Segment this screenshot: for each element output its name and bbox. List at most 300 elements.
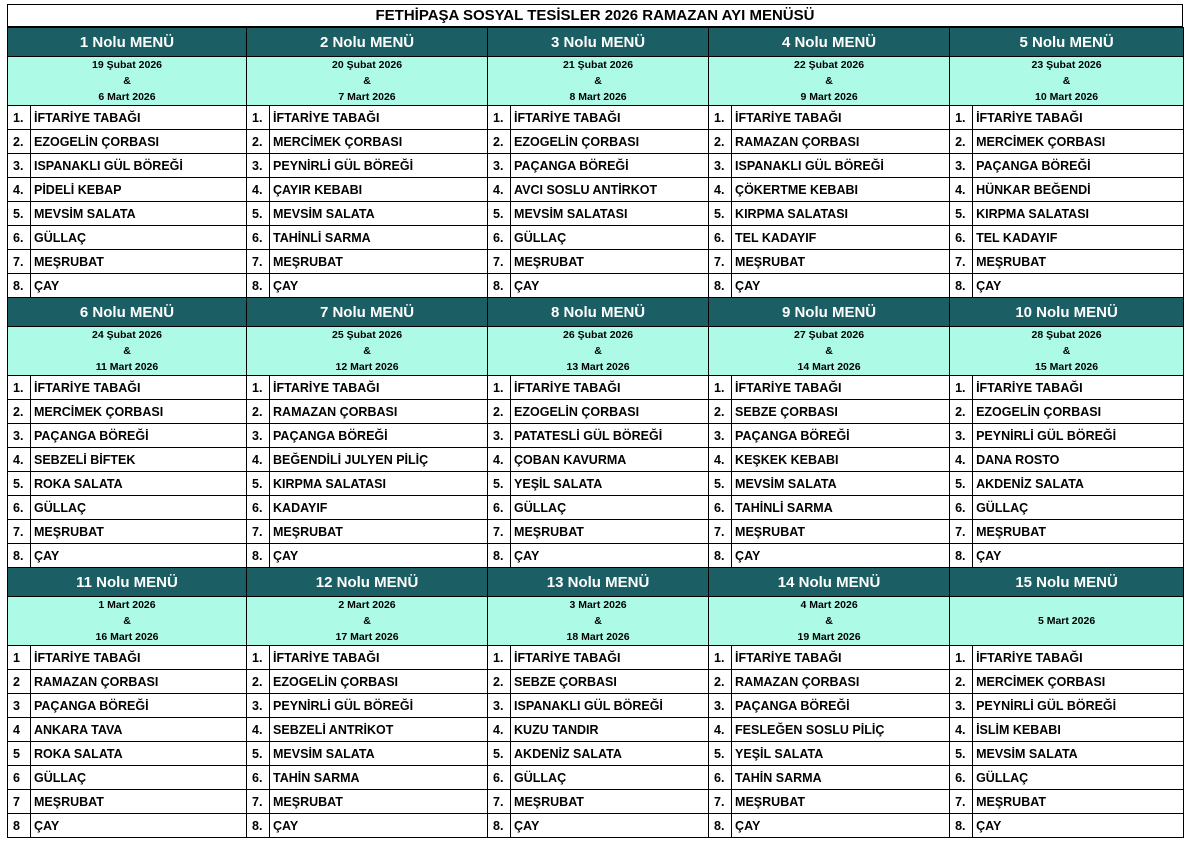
menu-item-number: 3. xyxy=(247,694,270,718)
menu-item-dish: ÇAY xyxy=(973,814,1184,838)
menu-item-dish: MEVSİM SALATA xyxy=(270,742,488,766)
menu-date-line: 11 Mart 2026 xyxy=(95,361,159,373)
menu-dates xyxy=(709,327,950,376)
menu-header-row xyxy=(8,298,1184,327)
menu-dates xyxy=(247,327,488,376)
menu-item-dish: RAMAZAN ÇORBASI xyxy=(732,130,950,154)
menu-item-number: 4. xyxy=(488,718,511,742)
menu-item-dish: MEŞRUBAT xyxy=(973,520,1184,544)
menu-item-number: 3. xyxy=(247,154,270,178)
menu-title: 4 Nolu MENÜ xyxy=(709,28,950,57)
menu-item-number: 2. xyxy=(488,130,511,154)
menu-item-dish: İFTARİYE TABAĞI xyxy=(31,646,247,670)
menu-item-row xyxy=(8,250,1184,274)
menu-item-row xyxy=(8,274,1184,298)
menu-item-number: 3. xyxy=(950,154,973,178)
menu-date-line: 22 Şubat 2026 xyxy=(794,59,865,71)
menu-item-number: 6 xyxy=(8,766,31,790)
menu-item-dish: İFTARİYE TABAĞI xyxy=(973,376,1184,400)
menu-item-dish: İFTARİYE TABAĞI xyxy=(973,106,1184,130)
menu-date-line: 15 Mart 2026 xyxy=(1035,361,1099,373)
menu-item-row xyxy=(8,766,1184,790)
menu-item-number: 5. xyxy=(247,742,270,766)
menu-item-number: 5. xyxy=(488,472,511,496)
menu-title: 2 Nolu MENÜ xyxy=(247,28,488,57)
menu-title: 11 Nolu MENÜ xyxy=(8,568,247,597)
menu-item-row xyxy=(8,226,1184,250)
menu-date-line: & xyxy=(123,345,131,357)
menu-date-line: 4 Mart 2026 xyxy=(800,599,858,611)
menu-item-dish: YEŞİL SALATA xyxy=(732,742,950,766)
menu-item-dish: PATATESLİ GÜL BÖREĞİ xyxy=(511,424,709,448)
menu-dates xyxy=(950,597,1184,646)
menu-item-dish: ÇAY xyxy=(973,274,1184,298)
menu-item-number: 1. xyxy=(247,106,270,130)
menu-item-dish: PAÇANGA BÖREĞİ xyxy=(973,154,1184,178)
menu-item-number: 7. xyxy=(488,520,511,544)
menu-item-dish: PAÇANGA BÖREĞİ xyxy=(270,424,488,448)
menu-item-dish: PEYNİRLİ GÜL BÖREĞİ xyxy=(270,154,488,178)
menu-item-dish: GÜLLAÇ xyxy=(973,496,1184,520)
menu-item-number: 3. xyxy=(488,424,511,448)
menu-date-line: 5 Mart 2026 xyxy=(1037,615,1096,627)
menu-date-line: 17 Mart 2026 xyxy=(335,631,399,643)
menu-item-number: 8. xyxy=(950,274,973,298)
menu-item-number: 7. xyxy=(8,250,31,274)
menu-item-number: 4. xyxy=(8,178,31,202)
menu-item-dish: MEŞRUBAT xyxy=(270,790,488,814)
menu-item-dish: EZOGELİN ÇORBASI xyxy=(31,130,247,154)
menu-item-number: 6. xyxy=(8,226,31,250)
menu-item-dish: MEVSİM SALATA xyxy=(270,202,488,226)
menu-item-number: 6. xyxy=(950,766,973,790)
menu-date-line: 23 Şubat 2026 xyxy=(1031,59,1102,71)
menu-item-number: 1 xyxy=(8,646,31,670)
menu-item-number: 2. xyxy=(488,400,511,424)
menu-item-number: 6. xyxy=(950,496,973,520)
menu-item-number: 2. xyxy=(8,130,31,154)
menu-item-row xyxy=(8,106,1184,130)
menu-date-line: & xyxy=(1062,345,1071,357)
menu-dates xyxy=(950,327,1184,376)
menu-item-number: 7. xyxy=(8,520,31,544)
menu-item-dish: EZOGELİN ÇORBASI xyxy=(511,130,709,154)
menu-item-number: 4. xyxy=(8,448,31,472)
menu-item-number: 8. xyxy=(247,274,270,298)
menu-item-dish: TAHİN SARMA xyxy=(270,766,488,790)
menu-item-dish: İFTARİYE TABAĞI xyxy=(732,376,950,400)
menu-title: 10 Nolu MENÜ xyxy=(950,298,1184,327)
menu-item-number: 3. xyxy=(488,694,511,718)
menu-item-number: 1. xyxy=(709,376,732,400)
menu-item-number: 2. xyxy=(247,400,270,424)
menu-date-line: & xyxy=(594,615,602,627)
menu-title: 12 Nolu MENÜ xyxy=(247,568,488,597)
menu-item-number: 1. xyxy=(709,646,732,670)
menu-item-number: 4. xyxy=(488,448,511,472)
menu-date-line: 13 Mart 2026 xyxy=(566,361,630,373)
menu-item-dish: ROKA SALATA xyxy=(31,472,247,496)
menu-date-line: 6 Mart 2026 xyxy=(98,91,156,103)
menu-item-number: 1. xyxy=(247,646,270,670)
menu-date-line: 14 Mart 2026 xyxy=(797,361,861,373)
menu-date-line: 7 Mart 2026 xyxy=(338,91,396,103)
menu-item-dish: ÇAY xyxy=(31,814,247,838)
menu-item-number: 2. xyxy=(8,400,31,424)
menu-date-line: 1 Mart 2026 xyxy=(98,599,156,611)
menu-item-number: 5. xyxy=(247,202,270,226)
menu-item-dish: EZOGELİN ÇORBASI xyxy=(511,400,709,424)
menu-item-number: 1. xyxy=(247,376,270,400)
menu-date-line: 24 Şubat 2026 xyxy=(91,329,163,341)
menu-dates xyxy=(8,327,247,376)
menu-item-dish: EZOGELİN ÇORBASI xyxy=(270,670,488,694)
menu-item-number: 5. xyxy=(950,202,973,226)
menu-title: 14 Nolu MENÜ xyxy=(709,568,950,597)
menu-item-number: 8. xyxy=(488,544,511,568)
menu-item-number: 8. xyxy=(8,274,31,298)
menu-item-dish: İFTARİYE TABAĞI xyxy=(511,106,709,130)
menu-item-dish: KIRPMA SALATASI xyxy=(973,202,1184,226)
menu-item-number: 5. xyxy=(488,202,511,226)
menu-item-dish: İSLİM KEBABI xyxy=(973,718,1184,742)
menu-item-row xyxy=(8,742,1184,766)
menu-item-number: 1. xyxy=(709,106,732,130)
menu-item-number: 8. xyxy=(247,814,270,838)
menu-item-dish: SEBZE ÇORBASI xyxy=(732,400,950,424)
menu-date-line: 3 Mart 2026 xyxy=(569,599,627,611)
menu-item-dish: PEYNİRLİ GÜL BÖREĞİ xyxy=(270,694,488,718)
menu-item-number: 5 xyxy=(8,742,31,766)
menu-dates xyxy=(488,327,709,376)
menu-item-number: 4 xyxy=(8,718,31,742)
menu-item-number: 6. xyxy=(709,766,732,790)
menu-date-line: & xyxy=(594,345,602,357)
menu-date-line: 2 Mart 2026 xyxy=(338,599,396,611)
menu-item-number: 1. xyxy=(488,646,511,670)
menu-date-line: & xyxy=(825,615,833,627)
menu-item-dish: FESLEĞEN SOSLU PİLİÇ xyxy=(732,718,950,742)
menu-item-row xyxy=(8,130,1184,154)
menu-item-dish: PAÇANGA BÖREĞİ xyxy=(732,694,950,718)
menu-item-dish: İFTARİYE TABAĞI xyxy=(270,106,488,130)
menu-item-number: 6. xyxy=(247,226,270,250)
menu-item-dish: HÜNKAR BEĞENDİ xyxy=(973,178,1184,202)
menu-item-dish: İFTARİYE TABAĞI xyxy=(31,106,247,130)
menu-item-number: 2. xyxy=(709,400,732,424)
menu-item-number: 3. xyxy=(247,424,270,448)
menu-item-dish: MEVSİM SALATASI xyxy=(511,202,709,226)
menu-item-number: 6. xyxy=(8,496,31,520)
menu-item-dish: BEĞENDİLİ JULYEN PİLİÇ xyxy=(270,448,488,472)
menu-date-line: & xyxy=(594,75,602,87)
menu-item-row xyxy=(8,790,1184,814)
menu-item-number: 2. xyxy=(950,400,973,424)
menu-date-line: 20 Şubat 2026 xyxy=(332,59,403,71)
menu-item-number: 3. xyxy=(950,424,973,448)
menu-item-number: 6. xyxy=(488,226,511,250)
menu-item-dish: SEBZELİ ANTRİKOT xyxy=(270,718,488,742)
menu-item-dish: MEŞRUBAT xyxy=(732,250,950,274)
menu-table xyxy=(7,27,1184,838)
menu-item-number: 5. xyxy=(709,742,732,766)
menu-item-dish: DANA ROSTO xyxy=(973,448,1184,472)
menu-item-dish: KIRPMA SALATASI xyxy=(732,202,950,226)
menu-title: 6 Nolu MENÜ xyxy=(8,298,247,327)
menu-item-number: 3 xyxy=(8,694,31,718)
menu-item-row xyxy=(8,646,1184,670)
menu-item-dish: MEŞRUBAT xyxy=(732,520,950,544)
menu-dates xyxy=(488,57,709,106)
menu-item-number: 2. xyxy=(247,130,270,154)
menu-item-number: 7. xyxy=(247,250,270,274)
menu-item-dish: PAÇANGA BÖREĞİ xyxy=(31,694,247,718)
menu-date-line: 18 Mart 2026 xyxy=(566,631,630,643)
menu-item-dish: GÜLLAÇ xyxy=(511,766,709,790)
menu-item-dish: YEŞİL SALATA xyxy=(511,472,709,496)
menu-date-row xyxy=(8,327,1184,376)
menu-item-dish: İFTARİYE TABAĞI xyxy=(973,646,1184,670)
menu-title: 9 Nolu MENÜ xyxy=(709,298,950,327)
menu-item-dish: PEYNİRLİ GÜL BÖREĞİ xyxy=(973,694,1184,718)
menu-dates xyxy=(247,597,488,646)
menu-item-dish: ROKA SALATA xyxy=(31,742,247,766)
menu-item-dish: EZOGELİN ÇORBASI xyxy=(973,400,1184,424)
menu-item-dish: MERCİMEK ÇORBASI xyxy=(270,130,488,154)
menu-item-row xyxy=(8,154,1184,178)
menu-date-line: 27 Şubat 2026 xyxy=(794,329,865,341)
menu-date-row xyxy=(8,597,1184,646)
menu-item-dish: TAHİN SARMA xyxy=(732,766,950,790)
menu-item-number: 3. xyxy=(950,694,973,718)
menu-item-row xyxy=(8,520,1184,544)
menu-item-number: 2. xyxy=(488,670,511,694)
menu-item-dish: MEŞRUBAT xyxy=(732,790,950,814)
menu-item-row xyxy=(8,400,1184,424)
menu-item-dish: ISPANAKLI GÜL BÖREĞİ xyxy=(511,694,709,718)
menu-item-number: 3. xyxy=(8,424,31,448)
menu-item-dish: MEVSİM SALATA xyxy=(31,202,247,226)
menu-item-number: 3. xyxy=(8,154,31,178)
menu-item-dish: TEL KADAYIF xyxy=(973,226,1184,250)
menu-item-number: 8. xyxy=(8,544,31,568)
menu-item-row xyxy=(8,448,1184,472)
menu-item-number: 4. xyxy=(247,178,270,202)
menu-item-number: 3. xyxy=(709,694,732,718)
menu-item-dish: MERCİMEK ÇORBASI xyxy=(973,130,1184,154)
menu-title: 5 Nolu MENÜ xyxy=(950,28,1184,57)
menu-item-dish: İFTARİYE TABAĞI xyxy=(732,106,950,130)
menu-item-dish: ÇAY xyxy=(732,544,950,568)
menu-item-number: 7. xyxy=(709,520,732,544)
menu-item-row xyxy=(8,496,1184,520)
menu-item-number: 1. xyxy=(8,376,31,400)
menu-item-dish: ISPANAKLI GÜL BÖREĞİ xyxy=(31,154,247,178)
menu-item-dish: SEBZELİ BİFTEK xyxy=(31,448,247,472)
menu-item-number: 1. xyxy=(8,106,31,130)
menu-item-number: 2 xyxy=(8,670,31,694)
menu-item-row xyxy=(8,694,1184,718)
menu-item-row xyxy=(8,670,1184,694)
menu-item-dish: PİDELİ KEBAP xyxy=(31,178,247,202)
menu-item-number: 4. xyxy=(488,178,511,202)
menu-item-number: 6. xyxy=(709,496,732,520)
menu-item-number: 7. xyxy=(709,250,732,274)
menu-item-number: 8. xyxy=(709,544,732,568)
menu-item-dish: AKDENİZ SALATA xyxy=(973,472,1184,496)
menu-item-number: 5. xyxy=(8,202,31,226)
menu-item-dish: KIRPMA SALATASI xyxy=(270,472,488,496)
menu-item-number: 8. xyxy=(247,544,270,568)
menu-date-line: & xyxy=(123,615,131,627)
menu-date-line: 12 Mart 2026 xyxy=(335,361,399,373)
menu-date-line: & xyxy=(1062,75,1071,87)
menu-item-number: 2. xyxy=(709,130,732,154)
menu-item-number: 7. xyxy=(950,250,973,274)
menu-item-number: 5. xyxy=(950,742,973,766)
menu-item-number: 6. xyxy=(488,496,511,520)
menu-item-dish: ÇAY xyxy=(31,274,247,298)
menu-item-dish: ÇAY xyxy=(31,544,247,568)
menu-item-dish: KADAYIF xyxy=(270,496,488,520)
menu-item-number: 5. xyxy=(709,472,732,496)
menu-item-number: 6. xyxy=(950,226,973,250)
menu-item-dish: İFTARİYE TABAĞI xyxy=(511,376,709,400)
menu-item-number: 7. xyxy=(247,790,270,814)
menu-item-dish: MEŞRUBAT xyxy=(511,250,709,274)
menu-dates xyxy=(8,597,247,646)
menu-item-number: 7. xyxy=(709,790,732,814)
menu-item-dish: MEŞRUBAT xyxy=(270,250,488,274)
menu-item-dish: GÜLLAÇ xyxy=(31,226,247,250)
menu-date-line: 26 Şubat 2026 xyxy=(563,329,634,341)
menu-item-dish: RAMAZAN ÇORBASI xyxy=(732,670,950,694)
menu-item-dish: ÇAYIR KEBABI xyxy=(270,178,488,202)
menu-title: 15 Nolu MENÜ xyxy=(950,568,1184,597)
menu-item-row xyxy=(8,718,1184,742)
menu-item-dish: GÜLLAÇ xyxy=(511,496,709,520)
menu-item-dish: MEŞRUBAT xyxy=(31,520,247,544)
menu-item-dish: KUZU TANDIR xyxy=(511,718,709,742)
menu-item-dish: MEŞRUBAT xyxy=(31,250,247,274)
menu-item-dish: MEŞRUBAT xyxy=(511,790,709,814)
menu-item-number: 1. xyxy=(950,646,973,670)
menu-item-dish: ÇAY xyxy=(973,544,1184,568)
menu-date-line: 8 Mart 2026 xyxy=(569,91,627,103)
menu-dates xyxy=(247,57,488,106)
menu-item-number: 7. xyxy=(247,520,270,544)
menu-item-number: 6. xyxy=(488,766,511,790)
menu-item-number: 4. xyxy=(950,448,973,472)
menu-item-dish: ÇAY xyxy=(511,814,709,838)
menu-item-dish: İFTARİYE TABAĞI xyxy=(270,376,488,400)
menu-item-number: 4. xyxy=(709,448,732,472)
menu-item-row xyxy=(8,472,1184,496)
menu-item-number: 3. xyxy=(709,424,732,448)
menu-item-number: 2. xyxy=(950,130,973,154)
menu-item-dish: ÇAY xyxy=(270,814,488,838)
menu-item-dish: PEYNİRLİ GÜL BÖREĞİ xyxy=(973,424,1184,448)
menu-item-dish: GÜLLAÇ xyxy=(973,766,1184,790)
menu-item-number: 8. xyxy=(709,814,732,838)
menu-item-number: 5. xyxy=(709,202,732,226)
menu-item-number: 1. xyxy=(488,106,511,130)
menu-item-number: 5. xyxy=(488,742,511,766)
menu-item-number: 5. xyxy=(950,472,973,496)
menu-item-dish: GÜLLAÇ xyxy=(31,766,247,790)
menu-date-row xyxy=(8,57,1184,106)
menu-item-dish: ÇÖKERTME KEBABI xyxy=(732,178,950,202)
menu-item-number: 7. xyxy=(488,790,511,814)
menu-item-number: 8. xyxy=(709,274,732,298)
menu-item-dish: MEŞRUBAT xyxy=(511,520,709,544)
menu-title: 13 Nolu MENÜ xyxy=(488,568,709,597)
menu-item-dish: AKDENİZ SALATA xyxy=(511,742,709,766)
menu-item-number: 8. xyxy=(488,274,511,298)
menu-item-number: 1. xyxy=(488,376,511,400)
menu-item-dish: PAÇANGA BÖREĞİ xyxy=(511,154,709,178)
menu-item-dish: GÜLLAÇ xyxy=(31,496,247,520)
menu-item-dish: İFTARİYE TABAĞI xyxy=(732,646,950,670)
menu-item-dish: ÇAY xyxy=(270,544,488,568)
menu-item-dish: İFTARİYE TABAĞI xyxy=(270,646,488,670)
menu-item-number: 2. xyxy=(950,670,973,694)
menu-item-dish: TEL KADAYIF xyxy=(732,226,950,250)
page-title: FETHİPAŞA SOSYAL TESİSLER 2026 RAMAZAN AYI MENÜSÜ xyxy=(7,4,1183,27)
menu-item-dish: SEBZE ÇORBASI xyxy=(511,670,709,694)
menu-item-row xyxy=(8,376,1184,400)
menu-item-dish: MEVSİM SALATA xyxy=(973,742,1184,766)
menu-date-line: 10 Mart 2026 xyxy=(1035,91,1099,103)
menu-title: 3 Nolu MENÜ xyxy=(488,28,709,57)
menu-item-dish: MEŞRUBAT xyxy=(973,250,1184,274)
menu-item-number: 4. xyxy=(950,718,973,742)
menu-item-dish: MERCİMEK ÇORBASI xyxy=(31,400,247,424)
menu-dates xyxy=(709,57,950,106)
menu-item-dish: ÇAY xyxy=(732,814,950,838)
menu-date-line: 19 Mart 2026 xyxy=(797,631,861,643)
menu-item-dish: İFTARİYE TABAĞI xyxy=(511,646,709,670)
menu-title: 7 Nolu MENÜ xyxy=(247,298,488,327)
menu-item-dish: MEŞRUBAT xyxy=(270,520,488,544)
menu-item-number: 7. xyxy=(488,250,511,274)
menu-dates xyxy=(950,57,1184,106)
menu-header-row xyxy=(8,568,1184,597)
menu-dates xyxy=(8,57,247,106)
menu-item-number: 7. xyxy=(950,520,973,544)
menu-item-dish: TAHİNLİ SARMA xyxy=(270,226,488,250)
menu-item-dish: İFTARİYE TABAĞI xyxy=(31,376,247,400)
menu-item-number: 2. xyxy=(709,670,732,694)
menu-item-dish: KEŞKEK KEBABI xyxy=(732,448,950,472)
menu-item-number: 8. xyxy=(950,544,973,568)
menu-item-number: 1. xyxy=(950,376,973,400)
menu-item-row xyxy=(8,202,1184,226)
menu-item-dish: ISPANAKLI GÜL BÖREĞİ xyxy=(732,154,950,178)
menu-item-number: 8. xyxy=(488,814,511,838)
menu-item-dish: ÇAY xyxy=(511,274,709,298)
menu-item-number: 1. xyxy=(950,106,973,130)
menu-date-line: 25 Şubat 2026 xyxy=(332,329,403,341)
menu-item-dish: RAMAZAN ÇORBASI xyxy=(270,400,488,424)
menu-dates xyxy=(488,597,709,646)
menu-item-dish: ÇAY xyxy=(270,274,488,298)
menu-date-line: 16 Mart 2026 xyxy=(95,631,159,643)
menu-item-number: 7. xyxy=(950,790,973,814)
menu-item-dish: MEVSİM SALATA xyxy=(732,472,950,496)
menu-item-number: 2. xyxy=(247,670,270,694)
menu-title: 8 Nolu MENÜ xyxy=(488,298,709,327)
